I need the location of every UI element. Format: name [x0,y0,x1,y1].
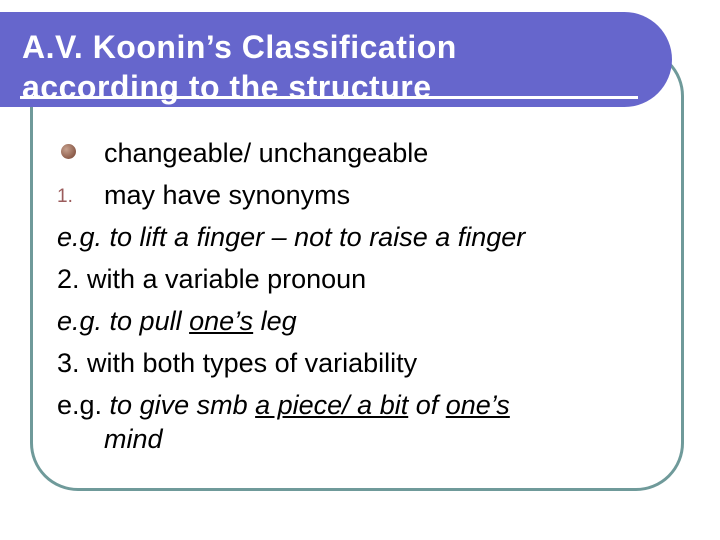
numbered-item-synonyms [57,174,667,216]
example-prefix: e.g. [57,390,110,420]
example-text: leg [253,306,297,336]
bullet-item-changeable [57,132,667,174]
example-pull-leg [57,300,667,342]
underlined-text: one’s [445,390,510,420]
example-text: to give smb [109,390,256,420]
bullet-dot-icon [61,144,76,159]
item-both-variability: 3. with both types of variability [57,348,418,378]
example-give-piece-continued: mind [104,424,163,454]
slide-body [57,132,667,460]
item-variable-pronoun: 2. with a variable pronoun [57,264,367,294]
slide-title [22,27,457,107]
bullet-text: changeable/ unchangeable [104,138,429,168]
underlined-text: a piece/ a bit [255,390,409,420]
number-marker: 1. [57,186,73,207]
underlined-text: one’s [189,306,254,336]
example-text: of [408,390,446,420]
example-text: e.g. to pull [57,306,190,336]
item-text: may have synonyms [104,180,351,210]
example-lift-finger: e.g. to lift a finger – not to raise a finger [57,222,526,252]
title-line-1: A.V. Koonin’s Classification [22,29,457,65]
title-line-2: according to the structure [22,69,432,105]
